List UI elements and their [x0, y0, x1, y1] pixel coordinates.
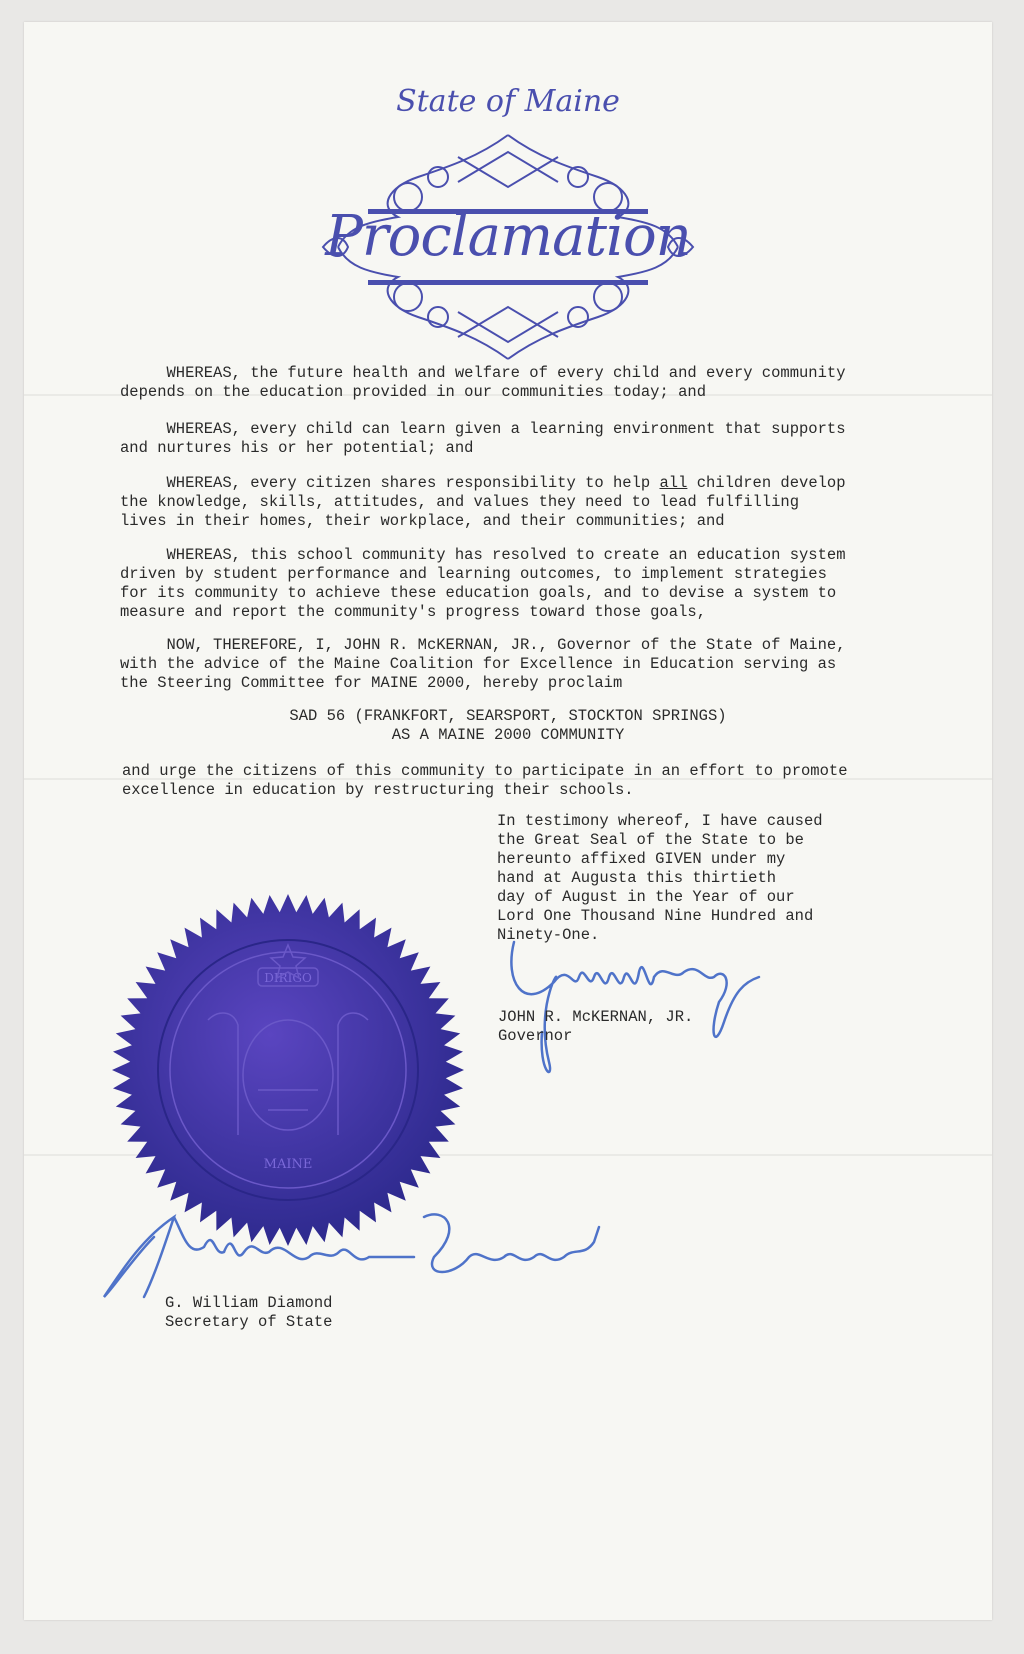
- governor-name: JOHN R. McKERNAN, JR.: [498, 1008, 694, 1026]
- closing-paragraph: and urge the citizens of this community to participate in an effort to promote excellence in education by restructuring their schools.: [122, 762, 848, 799]
- underlined-all: all: [659, 474, 688, 492]
- secretary-name: G. William Diamond: [165, 1294, 333, 1312]
- whereas-paragraph-4: WHEREAS, this school community has resolved to create an education system driven by student performance and learning outcomes, to implement strategies for its community to achieve these education goals, and to devise a system to measure and report the community's progress toward those goals,: [120, 546, 846, 621]
- paragraph-3-end: children develop the knowledge, skills, attitudes, and values they need to lead fulfilling lives in their homes, their workplace, and their communities; and: [120, 474, 846, 530]
- seal-graphic: [108, 890, 468, 1250]
- community-line-1: SAD 56 (FRANKFORT, SEARSPORT, STOCKTON SPRINGS): [289, 707, 727, 725]
- now-therefore-paragraph: NOW, THEREFORE, I, JOHN R. McKERNAN, JR., Governor of the State of Maine, with the advice of the Maine Coalition for Excellence in Education serving as the Steering Committee for MAINE 2000, hereby proclaim: [120, 636, 846, 692]
- whereas-paragraph-1: WHEREAS, the future health and welfare of every child and every community depends on the education provided in our communities today; and: [120, 364, 846, 401]
- great-seal-of-maine: [108, 890, 468, 1250]
- proclamation-title: Proclamation: [325, 204, 691, 269]
- paragraph-3-start: WHEREAS, every citizen shares responsibility to help: [120, 474, 660, 492]
- seal-bottom-text: MAINE: [263, 1157, 313, 1172]
- governor-signature: [494, 922, 764, 1082]
- whereas-paragraph-2: WHEREAS, every child can learn given a learning environment that supports and nurtures his or her potential; and: [120, 420, 846, 457]
- whereas-paragraph-3: [120, 474, 846, 531]
- secretary-title: Secretary of State: [165, 1313, 333, 1331]
- community-line-2: AS A MAINE 2000 COMMUNITY: [391, 726, 625, 744]
- governor-title: Governor: [498, 1027, 573, 1045]
- testimony-text: In testimony whereof, I have caused the Great Seal of the State to be hereunto affixed GIVEN under my hand at Augusta this thirtieth day of August in the Year of our Lord One Thousand Nine Hundred and Ninety-One.: [497, 812, 823, 944]
- proclamation-sheet: [24, 22, 992, 1620]
- state-heading: State of Maine: [396, 84, 620, 119]
- seal-banner: DIRIGO: [264, 971, 312, 985]
